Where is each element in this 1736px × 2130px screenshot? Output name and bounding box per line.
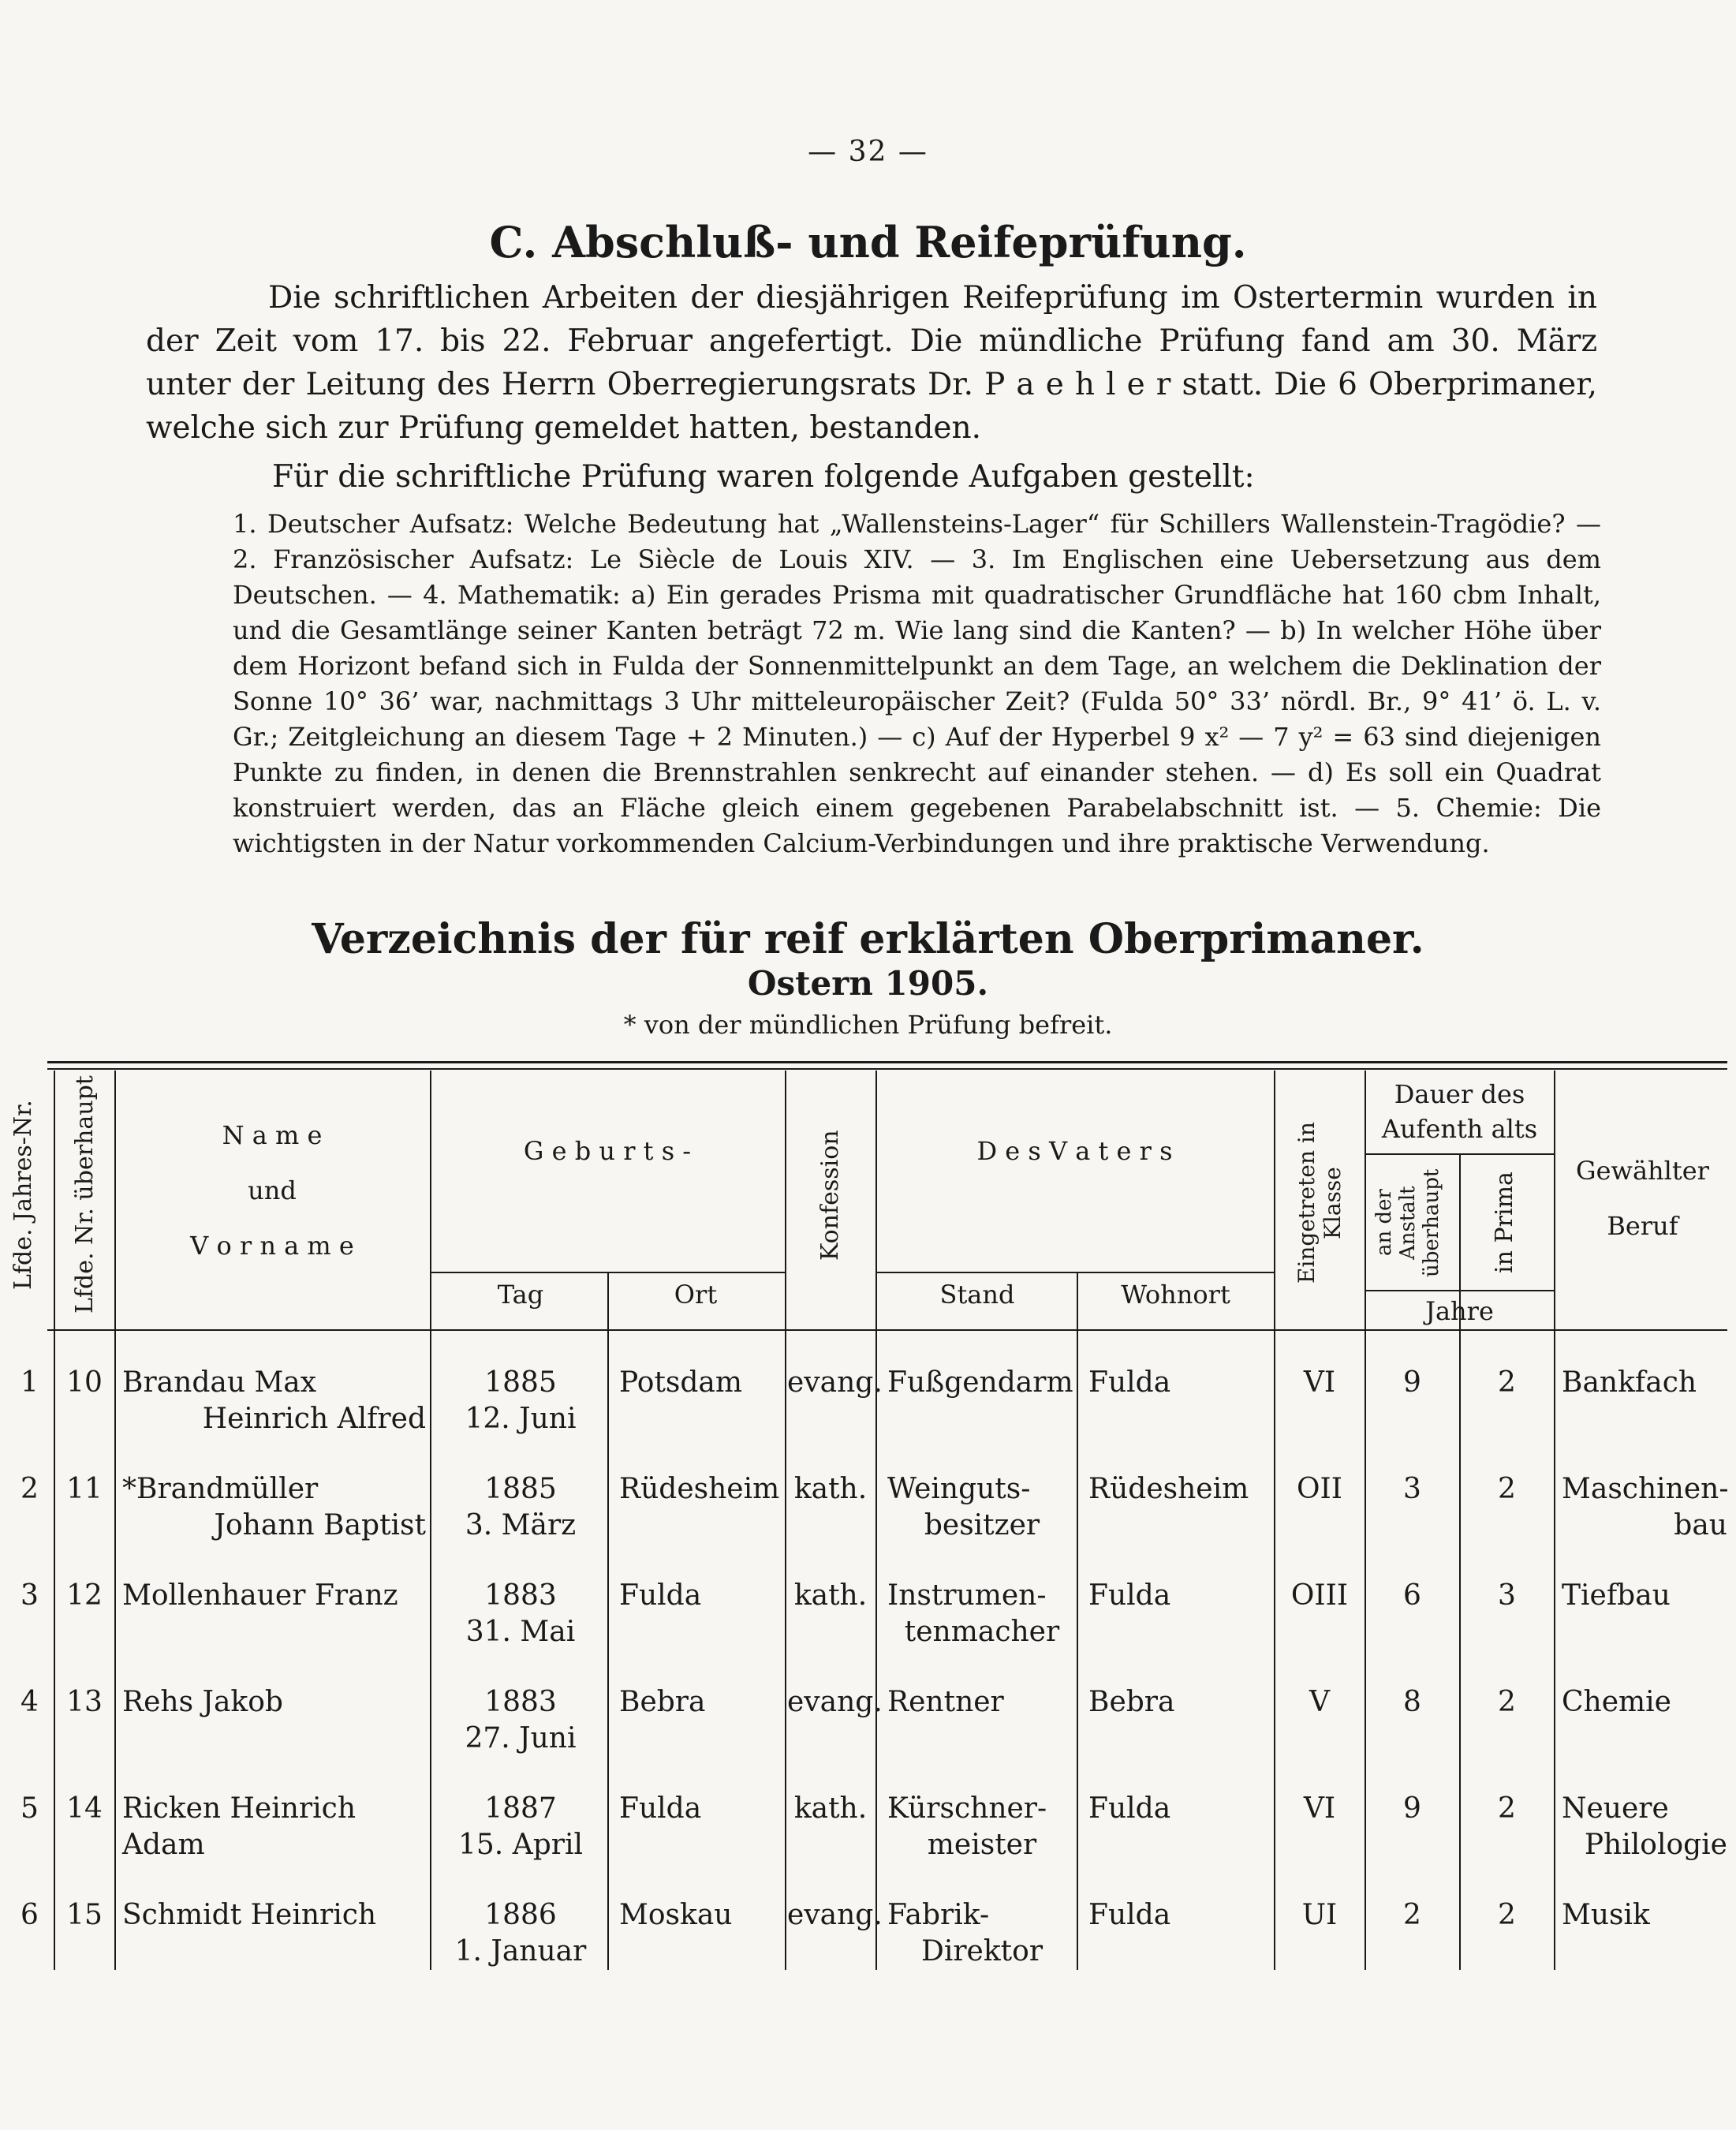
cell-konf: kath.: [793, 1792, 868, 1825]
cell-klasse: UI: [1301, 1899, 1338, 1931]
cell-year: 1885: [484, 1366, 557, 1399]
cell-year: 1885: [484, 1473, 557, 1505]
cell-beruf1: Neuere: [1562, 1792, 1669, 1825]
hdr-konfession: Konfession: [816, 1130, 844, 1261]
cell-name2: Johann Baptist: [214, 1509, 426, 1541]
hdr-dauer-2: Aufenth alts: [1381, 1114, 1538, 1144]
cell-year: 1887: [484, 1792, 557, 1825]
cell-name1: Rehs Jakob: [122, 1686, 283, 1718]
col-line-3: [430, 1071, 431, 1970]
cell-anstalt: 9: [1403, 1792, 1421, 1825]
cell-anstalt: 3: [1403, 1473, 1421, 1505]
cell-ort: Bebra: [619, 1686, 706, 1718]
exam-paragraph-text: Die schriftlichen Arbeiten der diesjährigen Reifeprüfung im Ostertermin wurden in der Zeit vom 17. bis 22. Februar angefertigt. Die mündliche Prüfung fand am 30. März unter der Leitung des Herrn Oberregierungsrats Dr. P a e h l e r statt. Die 6 Oberprimaner, welche sich zur Prüfung gemeldet hatten, bestanden.: [146, 280, 1597, 446]
cell-stand1: Weinguts-: [887, 1473, 1031, 1505]
hdr-eingetreten: Eingetreten in Klasse: [1294, 1122, 1346, 1284]
cell-stand2: meister: [927, 1829, 1037, 1861]
vaters-subrule: [875, 1272, 1274, 1273]
cell-klasse: V: [1309, 1686, 1330, 1718]
cell-konf: evang.: [787, 1899, 883, 1931]
cell-ort: Potsdam: [619, 1366, 743, 1399]
cell-wohnort: Fulda: [1088, 1792, 1171, 1825]
cell-prima: 2: [1498, 1792, 1516, 1825]
cell-beruf1: Musik: [1562, 1899, 1650, 1931]
cell-beruf2: Philologie: [1584, 1829, 1727, 1861]
hdr-lfd-ueberhaupt: Lfde. Nr. überhaupt: [71, 1075, 99, 1314]
tasks-text: 1. Deutscher Aufsatz: Welche Bedeutung hat „Wallensteins-Lager“ für Schillers Wallenstein-Tragödie? — 2. Französischer Aufsatz: Le Siècle de Louis XIV. — 3. Im Englischen eine Uebersetzung aus dem Deutschen. — 4. Mathematik: a) Ein gerades Prisma mit quadratischer Grundfläche hat 160 cbm Inhalt, und die Gesamtlänge seiner Kanten beträgt 72 m. Wie lang sind die Kanten? — b) In welcher Höhe über dem Horizont befand sich in Fulda der Sonnenmittelpunkt an dem Tage, an welchem die Deklination der Sonne 10° 36’ war, nachmittags 3 Uhr mitteleuropäischer Zeit? (Fulda 50° 33’ nördl. Br., 9° 41’ ö. L. v. Gr.; Zeitgleichung an diesem Tage + 2 Minuten.) — c) Auf der Hyperbel 9 x² — 7 y² = 63 sind diejenigen Punkte zu finden, in denen die Brennstrahlen senkrecht auf einander stehen. — d) Es soll ein Quadrat konstruiert werden, das an Fläche gleich einem gegebenen Parabelabschnitt ist. — 5. Chemie: Die wichtigsten in der Natur vorkommenden Calcium-Verbindungen und ihre praktische Verwendung.: [233, 509, 1601, 858]
col-line-5: [785, 1071, 786, 1970]
list-subtitle: Ostern 1905.: [747, 964, 989, 1003]
cell-jn: 4: [21, 1686, 39, 1718]
cell-jn: 1: [21, 1366, 39, 1399]
cell-jn: 5: [21, 1792, 39, 1825]
cell-konf: evang.: [787, 1366, 883, 1399]
hdr-wohnort: Wohnort: [1121, 1280, 1230, 1310]
cell-day: 3. März: [465, 1509, 577, 1541]
col-line-4: [607, 1272, 609, 1970]
cell-anstalt: 2: [1403, 1899, 1421, 1931]
cell-prima: 2: [1498, 1473, 1516, 1505]
cell-wohnort: Bebra: [1088, 1686, 1175, 1718]
cell-stand1: Instrumen-: [887, 1579, 1047, 1612]
cell-prima: 2: [1498, 1686, 1516, 1718]
col-line-11: [1554, 1071, 1555, 1970]
cell-name1: Ricken Heinrich Adam: [122, 1792, 356, 1861]
cell-konf: evang.: [787, 1686, 883, 1718]
hdr-lfd-jahr: Lfde. Jahres-Nr.: [9, 1100, 37, 1291]
cell-wohnort: Fulda: [1088, 1579, 1171, 1612]
cell-prima: 2: [1498, 1899, 1516, 1931]
cell-klasse: VI: [1303, 1366, 1336, 1399]
cell-stand1: Fußgendarm: [887, 1366, 1073, 1399]
hdr-jahre: Jahre: [1425, 1296, 1494, 1326]
col-line-7: [1077, 1272, 1078, 1970]
cell-jn: 6: [21, 1899, 39, 1931]
table-header-rule: [47, 1329, 1727, 1331]
cell-jn: 3: [21, 1579, 39, 1612]
cell-stand2: Direktor: [920, 1935, 1043, 1967]
cell-stand1: Rentner: [887, 1686, 1004, 1718]
cell-nr: 14: [66, 1792, 103, 1825]
col-line-8: [1274, 1071, 1275, 1970]
cell-day: 12. Juni: [465, 1403, 577, 1435]
cell-beruf1: Bankfach: [1562, 1366, 1697, 1399]
hdr-ort: Ort: [674, 1280, 718, 1310]
cell-anstalt: 8: [1403, 1686, 1421, 1718]
cell-year: 1883: [484, 1579, 557, 1612]
cell-konf: kath.: [793, 1473, 868, 1505]
cell-day: 31. Mai: [465, 1616, 576, 1648]
cell-name1: *Brandmüller: [122, 1473, 319, 1505]
tasks-intro: Für die schriftliche Prüfung waren folgende Aufgaben gestellt:: [272, 459, 1255, 495]
cell-anstalt: 9: [1403, 1366, 1421, 1399]
cell-jn: 2: [21, 1473, 39, 1505]
table-top-rule-2: [47, 1068, 1727, 1070]
hdr-geburts: G e b u r t s -: [523, 1136, 692, 1166]
cell-nr: 10: [66, 1366, 103, 1399]
cell-konf: kath.: [793, 1579, 868, 1612]
cell-beruf1: Tiefbau: [1562, 1579, 1671, 1612]
cell-stand1: Fabrik-: [887, 1899, 990, 1931]
cell-day: 15. April: [458, 1829, 583, 1861]
cell-klasse: OIII: [1290, 1579, 1349, 1612]
hdr-prima: in Prima: [1491, 1172, 1518, 1274]
cell-klasse: VI: [1303, 1792, 1336, 1825]
col-line-10: [1459, 1153, 1461, 1970]
section-title: C. Abschluß- und Reifeprüfung.: [489, 217, 1247, 267]
cell-wohnort: Fulda: [1088, 1899, 1171, 1931]
page-number: — 32 —: [808, 136, 928, 168]
hdr-tag: Tag: [497, 1280, 544, 1310]
cell-nr: 13: [66, 1686, 103, 1718]
cell-ort: Fulda: [619, 1792, 702, 1825]
cell-stand2: tenmacher: [904, 1616, 1060, 1648]
cell-anstalt: 6: [1403, 1579, 1421, 1612]
cell-nr: 15: [66, 1899, 103, 1931]
cell-prima: 2: [1498, 1366, 1516, 1399]
cell-beruf1: Maschinen-: [1562, 1473, 1729, 1505]
cell-name1: Schmidt Heinrich: [122, 1899, 377, 1931]
cell-day: 1. Januar: [454, 1935, 587, 1967]
col-line-2: [114, 1071, 116, 1970]
cell-nr: 12: [66, 1579, 103, 1612]
col-line-6: [875, 1071, 877, 1970]
hdr-name-3: V o r n a m e: [190, 1231, 354, 1261]
col-line-1: [54, 1071, 55, 1970]
cell-name1: Mollenhauer Franz: [122, 1579, 398, 1612]
hdr-name-1: N a m e: [222, 1120, 323, 1150]
list-note: * von der mündlichen Prüfung befreit.: [623, 1010, 1113, 1040]
col-line-9: [1365, 1071, 1366, 1970]
hdr-name-2: und: [248, 1175, 297, 1205]
cell-day: 27. Juni: [465, 1722, 577, 1754]
hdr-dauer-1: Dauer des: [1394, 1079, 1525, 1109]
cell-stand2: besitzer: [924, 1509, 1040, 1541]
cell-wohnort: Rüdesheim: [1088, 1473, 1249, 1505]
cell-beruf2: bau: [1674, 1509, 1727, 1541]
cell-ort: Fulda: [619, 1579, 702, 1612]
list-title: Verzeichnis der für reif erklärten Oberprimaner.: [312, 915, 1424, 963]
cell-year: 1883: [484, 1686, 557, 1718]
cell-year: 1886: [484, 1899, 557, 1931]
cell-ort: Rüdesheim: [619, 1473, 780, 1505]
table-top-rule: [47, 1061, 1727, 1063]
cell-beruf1: Chemie: [1562, 1686, 1671, 1718]
cell-stand1: Kürschner-: [887, 1792, 1047, 1825]
hdr-stand: Stand: [939, 1280, 1015, 1310]
cell-nr: 11: [66, 1473, 103, 1505]
hdr-anstalt: an der Anstalt überhaupt: [1372, 1168, 1443, 1277]
cell-name1: Brandau Max: [122, 1366, 317, 1399]
hdr-beruf-2: Beruf: [1607, 1211, 1678, 1241]
cell-prima: 3: [1498, 1579, 1516, 1612]
exam-paragraph: [146, 276, 1597, 450]
cell-name2: Heinrich Alfred: [202, 1403, 426, 1435]
hdr-vaters: D e s V a t e r s: [976, 1136, 1173, 1166]
hdr-beruf-1: Gewählter: [1576, 1156, 1709, 1186]
cell-ort: Moskau: [619, 1899, 733, 1931]
cell-klasse: OII: [1297, 1473, 1342, 1505]
cell-wohnort: Fulda: [1088, 1366, 1171, 1399]
